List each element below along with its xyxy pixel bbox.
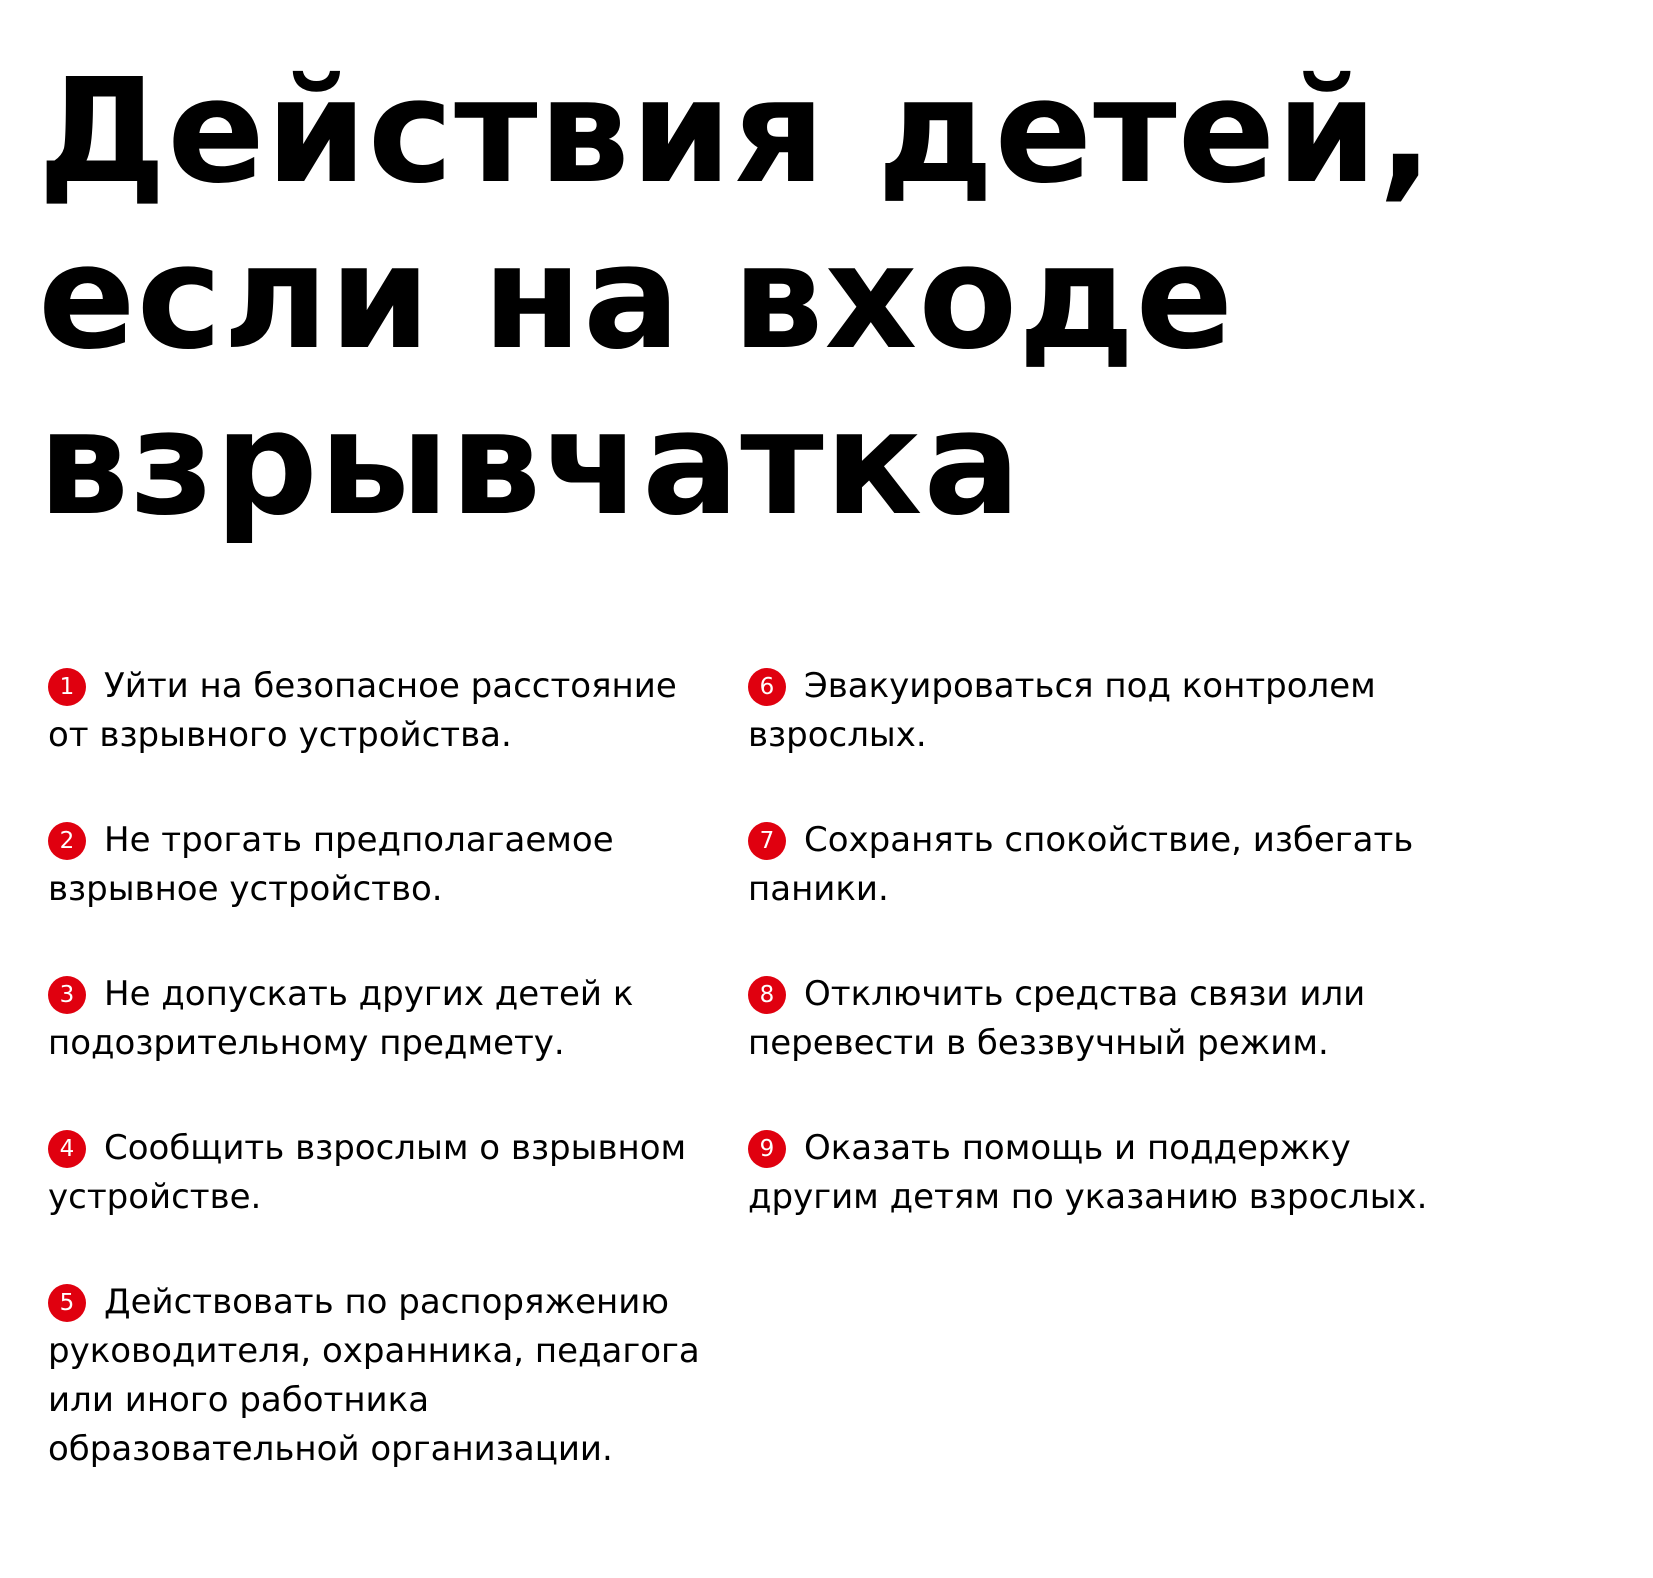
step-text: Отключить средства связи или перевести в беззвучный режим. <box>748 974 1366 1063</box>
step-text: Не трогать предполагаемое взрывное устройство. <box>48 820 614 909</box>
step-text: Не допускать других детей к подозрительному предмету. <box>48 974 634 1063</box>
step-text: Сообщить взрослым о взрывном устройстве. <box>48 1128 687 1217</box>
step-item <box>48 662 728 760</box>
step-item <box>748 1124 1428 1222</box>
step-number-badge: 5 <box>48 1284 86 1322</box>
step-text: Действовать по распоряжению руководителя, охранника, педагога или иного работника образовательной организации. <box>48 1282 700 1469</box>
step-number-badge: 7 <box>748 822 786 860</box>
step-number-badge: 6 <box>748 668 786 706</box>
step-number-badge: 2 <box>48 822 86 860</box>
step-number-badge: 4 <box>48 1130 86 1168</box>
step-item <box>748 816 1428 914</box>
step-number-badge: 8 <box>748 976 786 1014</box>
step-number-badge: 1 <box>48 668 86 706</box>
step-text: Эвакуироваться под контролем взрослых. <box>748 666 1376 755</box>
step-item <box>748 662 1428 760</box>
page-title <box>38 48 1598 546</box>
title-line: взрывчатка <box>38 379 1022 547</box>
title-line: Действия детей, <box>38 47 1434 215</box>
step-item <box>48 1124 728 1222</box>
steps-column-right <box>748 662 1428 1278</box>
step-text: Оказать помощь и поддержку другим детям по указанию взрослых. <box>748 1128 1428 1217</box>
title-line: если на входе <box>38 213 1235 381</box>
steps-column-left <box>48 662 728 1530</box>
step-number-badge: 9 <box>748 1130 786 1168</box>
step-number-badge: 3 <box>48 976 86 1014</box>
step-item <box>48 816 728 914</box>
step-item <box>48 970 728 1068</box>
step-text: Уйти на безопасное расстояние от взрывного устройства. <box>48 666 677 755</box>
step-item <box>48 1278 728 1474</box>
step-item <box>748 970 1428 1068</box>
step-text: Сохранять спокойствие, избегать паники. <box>748 820 1414 909</box>
